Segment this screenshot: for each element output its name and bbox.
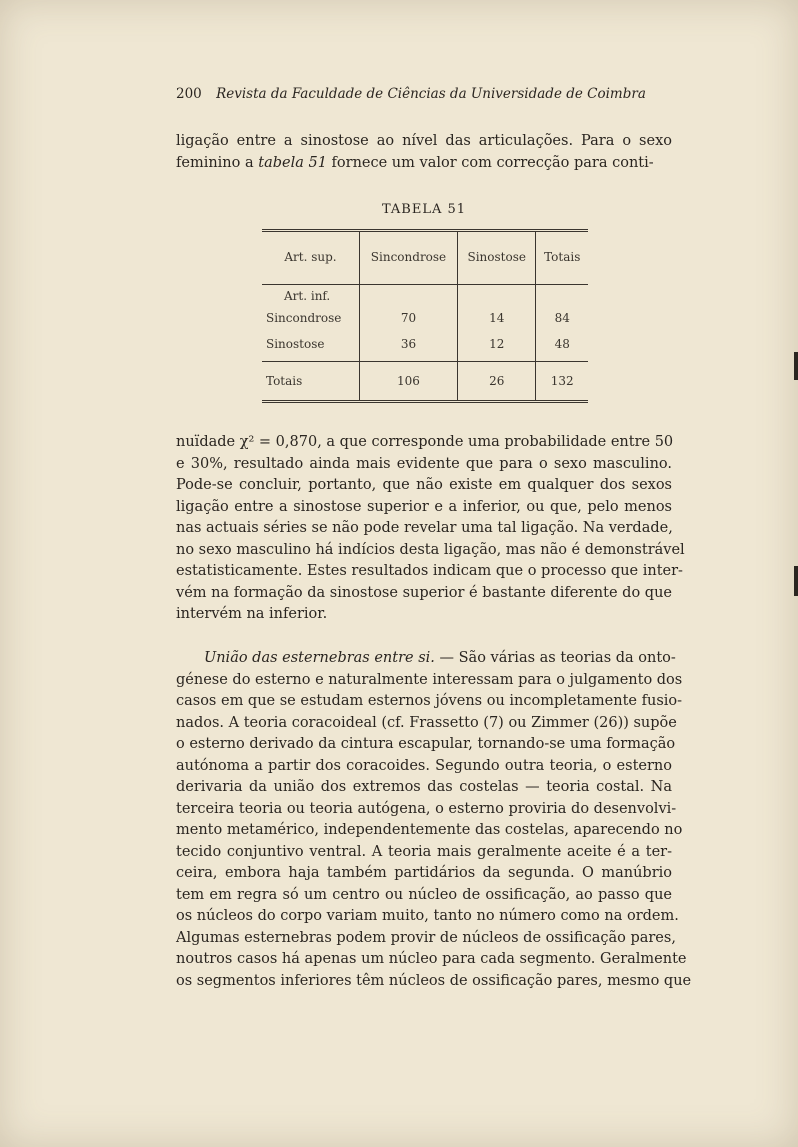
text-run: nuïdade χ² = 0,870, a que corresponde uma probabilidade entre 50 (176, 434, 674, 450)
text-run: ceira, embora haja também partidários da segunda. O manúbrio (176, 865, 672, 881)
text-run: nados. A teoria coracoideal (cf. Frassetto (7) ou Zimmer (26)) supõe (176, 714, 677, 731)
table-header-row (262, 231, 588, 283)
paragraph-1 (176, 131, 672, 174)
table-cell: 132 (550, 374, 574, 388)
text-run: e 30%, resultado ainda mais evidente que para o sexo masculino. (176, 455, 672, 472)
table-totals-row (262, 362, 588, 402)
table-caption: TABELA 51 (381, 202, 467, 217)
text-line (176, 454, 672, 476)
table-cell: 84 (554, 311, 570, 325)
text-run: os segmentos inferiores têm núcleos de ossificação pares, mesmo que (176, 972, 692, 989)
text-line (176, 153, 672, 175)
text-run: derivaria da união dos extremos das costelas — teoria costal. Na (176, 779, 672, 795)
text-run: noutros casos há apenas um núcleo para cada segmento. Geralmente (176, 951, 687, 967)
table-cell: 70 (359, 307, 457, 329)
italic-text: tabela 51 (258, 154, 327, 171)
text-line (176, 885, 672, 907)
running-header (176, 86, 646, 102)
text-line (176, 971, 692, 993)
text-line (176, 497, 672, 519)
table-row (262, 329, 588, 359)
table-cell: 48 (554, 337, 570, 351)
table-51 (262, 229, 588, 403)
text-run: terceira teoria ou teoria autógena, o esterno proviria do desenvolvi- (176, 800, 677, 817)
text-run: estatisticamente. Estes resultados indicam que o processo que inter- (176, 563, 683, 579)
text-run: vém na formação da sinostose superior é bastante diferente do que (176, 584, 672, 601)
table-row (262, 285, 588, 308)
page-number: 200 (176, 86, 202, 102)
table-cell: 36 (359, 329, 457, 359)
table-cell: 14 (458, 307, 536, 329)
text-run: — São várias as teorias da onto- (434, 650, 676, 666)
text-line (176, 756, 672, 778)
row-label: Sincondrose (262, 307, 359, 329)
text-line (176, 518, 672, 540)
text-line (176, 734, 676, 756)
table-row (262, 307, 588, 329)
text-run: fornece um valor com correcção para conti- (326, 154, 654, 171)
text-run: intervém na inferior. (176, 606, 328, 622)
page-edge-mark (794, 352, 798, 380)
text-line (176, 820, 683, 842)
text-line (176, 863, 672, 885)
text-run: mento metamérico, independentemente das costelas, aparecendo no (176, 822, 683, 838)
page-edge-mark (794, 566, 798, 596)
text-run: tecido conjuntivo ventral. A teoria mais geralmente aceite é a ter- (176, 843, 672, 860)
text-run: génese do esterno e naturalmente interessam para o julgamento dos (176, 671, 683, 688)
row-label: Sinostose (262, 329, 359, 359)
table-cell: 12 (458, 329, 536, 359)
text-line (176, 906, 679, 928)
text-line (176, 777, 672, 799)
text-run: feminino a (176, 154, 259, 171)
text-line (176, 799, 677, 821)
text-line (176, 713, 677, 735)
text-run: ligação entre a sinostose ao nível das articulações. Para o sexo (176, 133, 672, 149)
text-run: os núcleos do corpo variam muito, tanto no número como na ordem. (176, 908, 679, 924)
col-header-totais: Totais (544, 250, 581, 264)
text-run: nas actuais séries se não pode revelar uma tal ligação. Na verdade, (176, 520, 673, 536)
text-run: Algumas esternebras podem provir de núcleos de ossificação pares, (176, 929, 676, 946)
text-line (176, 648, 676, 670)
text-line (176, 561, 683, 583)
text-line (176, 670, 683, 692)
paragraph-3 (176, 648, 692, 992)
paragraph-2 (176, 432, 685, 626)
col-header-sinostose: Sinostose (458, 231, 536, 283)
text-run: autónoma a partir dos coracoides. Segundo outra teoria, o esterno (176, 757, 672, 774)
text-line (176, 131, 672, 153)
running-title: Revista da Faculdade de Ciências da Universidade de Coimbra (216, 86, 646, 102)
text-run: tem em regra só um centro ou núcleo de ossificação, ao passo que (176, 886, 672, 903)
text-line (176, 691, 683, 713)
text-run: casos em que se estudam esternos jóvens ou incompletamente fusio- (176, 693, 683, 709)
text-run: ligação entre a sinostose superior e a inferior, ou que, pelo menos (176, 498, 672, 515)
col-header-art-sup: Art. sup. (262, 231, 359, 283)
italic-text: União das esternebras entre si. (204, 650, 435, 666)
text-line (176, 583, 672, 605)
text-run: o esterno derivado da cintura escapular, tornando-se uma formação (176, 736, 676, 752)
table-cell: 106 (359, 362, 457, 402)
text-line (176, 604, 672, 626)
text-line (176, 842, 672, 864)
text-line (176, 928, 676, 950)
col-header-sincondrose: Sincondrose (359, 231, 457, 283)
text-line (176, 949, 687, 971)
text-line (176, 432, 672, 454)
row-header-art-inf: Art. inf. (262, 285, 359, 308)
text-line (176, 475, 672, 497)
text-run: Pode-se concluir, portanto, que não existe em qualquer dos sexos (176, 477, 672, 493)
row-label: Totais (262, 362, 359, 402)
text-run: no sexo masculino há indícios desta ligação, mas não é demonstrável (176, 541, 685, 558)
text-line (176, 540, 685, 562)
table-cell: 26 (458, 362, 536, 402)
